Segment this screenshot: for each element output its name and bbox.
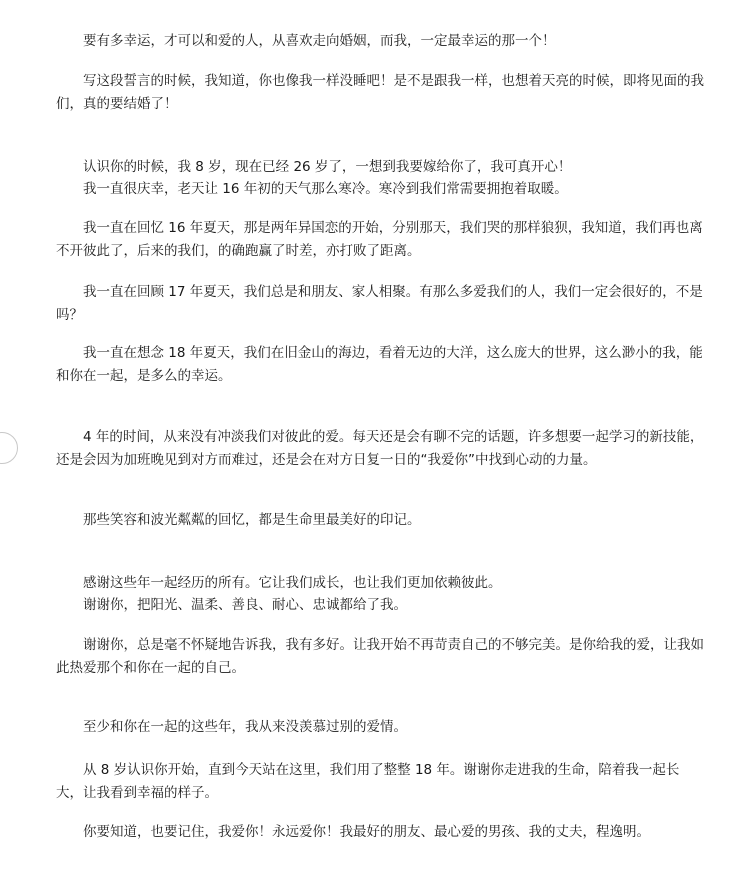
side-scroll-handle[interactable] <box>0 432 18 464</box>
paragraph-5: 我一直在回忆 16 年夏天，那是两年异国恋的开始，分别那天，我们哭的那样狼狈，我知道，我们再也离不开彼此了，后来的我们，的确跑赢了时差，亦打败了距离。 <box>56 220 703 259</box>
paragraph-6: 我一直在回顾 17 年夏天，我们总是和朋友、家人相聚。有那么多爱我们的人，我们一定会很好的，不是吗？ <box>56 284 703 323</box>
paragraph-4: 我一直很庆幸，老天让 16 年初的天气那么寒冷。寒冷到我们常需要拥抱着取暖。 <box>83 181 568 197</box>
paragraph-9: 那些笑容和波光粼粼的回忆，都是生命里最美好的印记。 <box>83 512 421 528</box>
paragraph-2: 写这段誓言的时候，我知道，你也像我一样没睡吧！是不是跟我一样，也想着天亮的时候，即将见面的我们，真的要结婚了！ <box>56 73 704 112</box>
paragraph-1: 要有多幸运，才可以和爱的人，从喜欢走向婚姻，而我，一定最幸运的那一个！ <box>83 33 556 49</box>
paragraph-10: 感谢这些年一起经历的所有。它让我们成长，也让我们更加依赖彼此。 <box>83 575 502 591</box>
paragraph-7: 我一直在想念 18 年夏天，我们在旧金山的海边，看着无边的大洋，这么庞大的世界，这么渺小的我，能和你在一起，是多么的幸运。 <box>56 345 703 384</box>
paragraph-8: 4 年的时间，从来没有冲淡我们对彼此的爱。每天还是会有聊不完的话题，许多想要一起学习的新技能，还是会因为加班晚见到对方而难过，还是会在对方日复一日的“我爱你”中找到心动的力量。 <box>56 429 704 468</box>
paragraph-14: 从 8 岁认识你开始，直到今天站在这里，我们用了整整 18 年。谢谢你走进我的生命，陪着我一起长大，让我看到幸福的样子。 <box>56 762 680 801</box>
paragraph-12: 谢谢你，总是毫不怀疑地告诉我，我有多好。让我开始不再苛责自己的不够完美。是你给我的爱，让我如此热爱那个和你在一起的自己。 <box>56 637 704 676</box>
paragraph-11: 谢谢你，把阳光、温柔、善良、耐心、忠诚都给了我。 <box>83 597 407 613</box>
paragraph-15: 你要知道，也要记住，我爱你！永远爱你！我最好的朋友、最心爱的男孩、我的丈夫，程逸明。 <box>83 824 650 840</box>
paragraph-13: 至少和你在一起的这些年，我从来没羡慕过别的爱情。 <box>83 719 407 735</box>
paragraph-3: 认识你的时候，我 8 岁，现在已经 26 岁了，一想到我要嫁给你了，我可真开心！ <box>83 159 572 175</box>
